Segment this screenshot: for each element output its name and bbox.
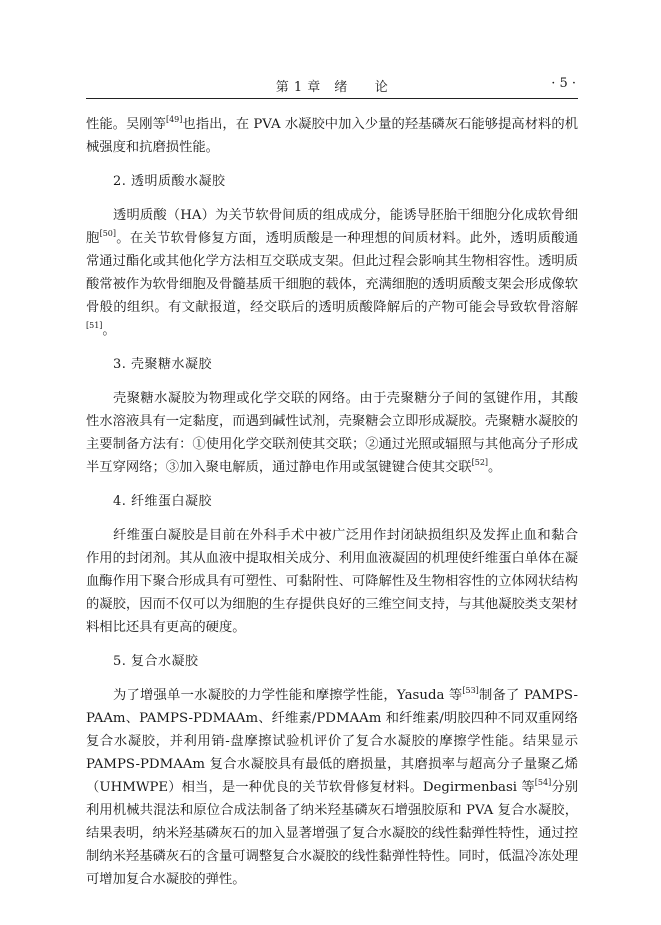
chapter-title: 第 1 章 绪 论 (275, 80, 389, 95)
page-body (86, 113, 578, 891)
section-heading-chitosan: 3. 壳聚糖水凝胶 (113, 357, 213, 372)
section-heading-hyaluronic-acid: 2. 透明质酸水凝胶 (113, 174, 226, 189)
paragraph-fibrin: 纤维蛋白凝胶是目前在外科手术中被广泛用作封闭缺损组织及发挥止血和黏合作用的封闭剂。其从血液中提取相关成分、利用血液凝固的机理使纤维蛋白单体在凝血酶作用下聚合形成具有可塑性、可黏附性、可降解性及生物相容性的立体网状结构的凝胶，因而不仅可以为细胞的生存提供良好的三维空间支持，与其他凝胶类支架材料相比还具有更高的硬度。 (86, 528, 578, 635)
running-header (86, 76, 578, 96)
section-heading-fibrin: 4. 纤维蛋白凝胶 (113, 494, 213, 509)
citation: [51] (86, 321, 103, 330)
citation: [49] (165, 115, 183, 124)
page-number: · 5 · (551, 76, 576, 91)
citation: [50] (99, 229, 117, 238)
citation: [53] (462, 686, 479, 695)
paragraph-continuation: 性能。吴刚等[49]也指出，在 PVA 水凝胶中加入少量的羟基磷灰石能够提高材料的机械强度和抗磨损性能。 (86, 115, 579, 155)
header-rule (86, 98, 578, 99)
paragraph-composite: 为了增强单一水凝胶的力学性能和摩擦学性能，Yasuda 等[53]制备了 PAMPS-PAAm、PAMPS-PDMAAm、纤维素/PDMAAm 和纤维素/明胶四种不同双重网络复合水凝胶，并利用销-盘摩擦试验机评价了复合水凝胶的摩擦学性能。结果显示 PAMPS-PDMAAm 复合水凝胶具有最低的磨损量，其磨损率与超高分子量聚乙烯（UHMWPE）相当，是一种优良的关节软骨修复材料。Degirmenbasi 等[54]分别利用机械共混法和原位合成法制备了纳米羟基磷灰石增强胶原和 PVA 复合水凝胶，结果表明，纳米羟基磷灰石的加入显著增强了复合水凝胶的线性黏弹性特性，通过控制纳米羟基磷灰石的含量可调整复合水凝胶的线性黏弹性特性。同时，低温冷冻处理可增加复合水凝胶的弹性。 (86, 686, 579, 887)
section-heading-composite: 5. 复合水凝胶 (113, 654, 199, 669)
citation: [54] (534, 778, 552, 787)
paragraph-chitosan: 壳聚糖水凝胶为物理或化学交联的网络。由于壳聚糖分子间的氢键作用，其酸性水溶液具有一定黏度，而遇到碱性试剂，壳聚糖会立即形成凝胶。壳聚糖水凝胶的主要制备方法有：①使用化学交联剂使其交联；②通过光照或辐照与其他高分子形成半互穿网络；③加入聚电解质，通过静电作用或氢键键合使其交联[52]。 (86, 391, 578, 475)
paragraph-hyaluronic-acid: 透明质酸（HA）为关节软骨间质的组成成分，能诱导胚胎干细胞分化成软骨细胞[50]。在关节软骨修复方面，透明质酸是一种理想的间质材料。此外，透明质酸通常通过酯化或其他化学方法相互交联成支架。但此过程会影响其生物相容性。透明质酸常被作为软骨细胞及骨髓基质干细胞的载体，充满细胞的透明质酸支架会形成像软骨般的组织。有文献报道，经交联后的透明质酸降解后的产物可能会导致软骨溶解[51]。 (86, 208, 579, 338)
citation: [52] (471, 458, 489, 467)
